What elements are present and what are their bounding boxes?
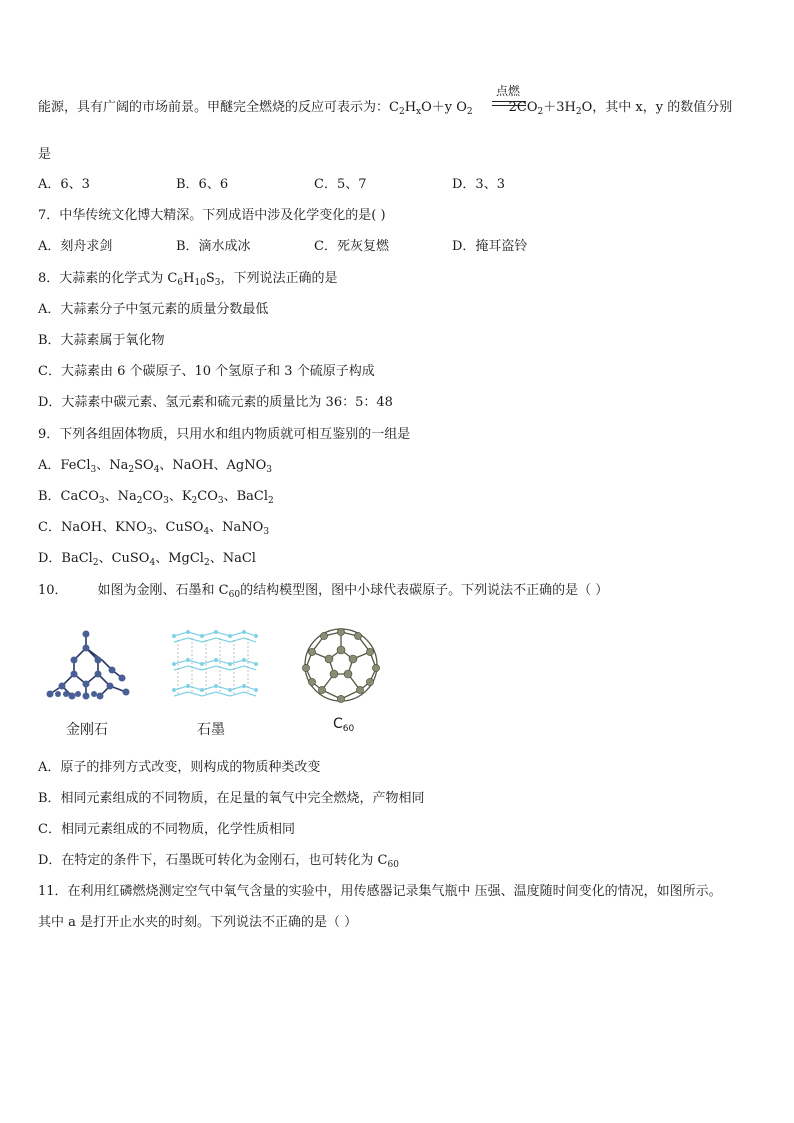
q7-option-b[interactable]: B．滴水成冰 [176,239,251,254]
reaction-condition: 点燃 [496,84,521,98]
q7-option-a[interactable]: A．刻舟求剑 [38,239,113,254]
graphite-label: 石墨 [197,722,225,738]
q9-option-b[interactable]: B．CaCO$_3$、$Na_2CO_3$、$K_2CO_3$、BaCl$_2$ [38,489,274,506]
q10-option-c[interactable]: C．相同元素组成的不同物质，化学性质相同 [38,822,295,837]
q7-option-c[interactable]: C．死灰复燃 [314,239,389,254]
q10-stem: 10． 如图为金刚、石墨和 $C_{60}$的结构模型图，图中小球代表碳原子。下列说法不正确的是（ ） [38,583,609,600]
diamond-structure-figure [42,626,134,706]
q9-option-d[interactable]: D．BaCl$_2$、CuSO$_4$、MgCl$_2$、NaCl [38,551,256,568]
q10-option-b[interactable]: B．相同元素组成的不同物质，在足量的氧气中完全燃烧，产物相同 [38,791,425,806]
q8-option-c[interactable]: C．大蒜素由 6 个碳原子、10 个氢原子和 3 个硫原子构成 [38,364,375,379]
q10-option-a[interactable]: A．原子的排列方式改变，则构成的物质种类改变 [38,760,321,775]
q6-option-c[interactable]: C．5、7 [314,177,367,192]
q6-option-d[interactable]: D．3、3 [452,177,505,192]
q7-option-d[interactable]: D．掩耳盗铃 [452,239,528,254]
q6-option-a[interactable]: A．6、3 [38,177,90,192]
q8-option-d[interactable]: D．大蒜素中碳元素、氢元素和硫元素的质量比为 36：5：48 [38,395,393,410]
q8-stem: 8．大蒜素的化学式为 $C_6H_{10}S_3$，下列说法正确的是 [38,271,338,288]
q9-option-c[interactable]: C．NaOH、$KNO_3$、CuSO$_4$、NaNO$_3$ [38,520,270,537]
q8-option-a[interactable]: A．大蒜素分子中氢元素的质量分数最低 [38,302,269,317]
q8-option-b[interactable]: B．大蒜素属于氧化物 [38,333,165,348]
q7-stem: 7．中华传统文化博大精深。下列成语中涉及化学变化的是( ) [38,208,386,223]
q11-stem-line1: 11．在利用红磷燃烧测定空气中氧气含量的实验中，用传感器记录集气瓶中 压强、温度随时间变化的情况，如图所示。 [38,884,722,899]
q6-equation-line: 能源，具有广阔的市场前景。甲醚完全燃烧的反应可表示为：$C_2H_xO+y$ $O_2$ $2CO_2+3H_2O$，其中 x，y 的数值分别 [38,100,733,117]
fullerene-label: $C_{60}$ [333,716,355,734]
q9-option-a[interactable]: A．FeCl$_3$、$Na_2SO_4$、NaOH、AgNO$_3$ [38,458,273,475]
fullerene-structure-figure [298,624,384,706]
q11-stem-line2: 其中 a 是打开止水夹的时刻。下列说法不正确的是（ ） [38,915,358,930]
graphite-structure-figure [170,630,260,700]
q9-stem: 9．下列各组固体物质，只用水和组内物质就可相互鉴别的一组是 [38,427,411,442]
q6-continuation: 是 [38,147,52,162]
q10-option-d[interactable]: D．在特定的条件下，石墨既可转化为金刚石，也可转化为 $C_{60}$ [38,853,399,870]
q6-option-b[interactable]: B．6、6 [176,177,229,192]
diamond-label: 金刚石 [66,722,108,738]
